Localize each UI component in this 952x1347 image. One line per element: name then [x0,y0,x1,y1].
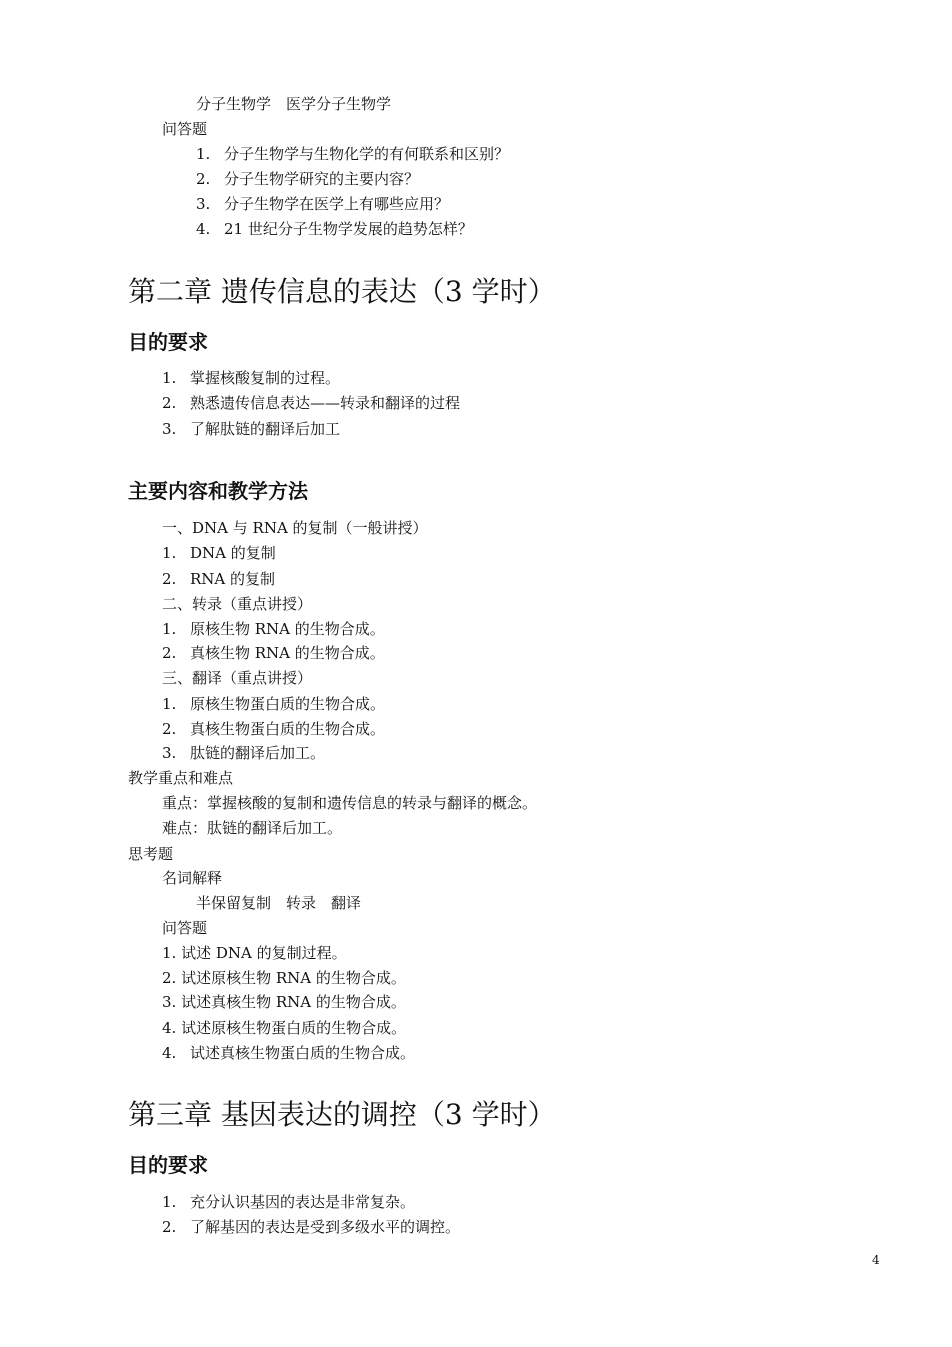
list-item [162,743,325,763]
list-item [162,419,340,439]
item-text: DNA 的复制 [190,544,276,562]
item-number: 2. [162,720,177,738]
list-item [162,569,275,589]
item-text: 真核生物蛋白质的生物合成。 [190,720,386,738]
ch2-content-heading: 主要内容和教学方法 [128,479,308,503]
item-number: 2. [162,394,177,412]
section-heading: 一、DNA 与 RNA 的复制（一般讲授） [162,519,428,537]
terms-label: 名词解释 [162,869,223,887]
list-item [196,219,473,239]
list-item [196,144,509,164]
list-item [162,643,385,663]
item-text: 真核生物 RNA 的生物合成。 [190,644,385,662]
list-item: 1. 试述 DNA 的复制过程。 [162,944,347,962]
terms-line: 半保留复制 转录 翻译 [196,894,362,912]
item-number: 1. [162,544,177,562]
list-item [162,1043,415,1063]
item-text: 分子生物学与生物化学的有何联系和区别？ [224,145,510,163]
item-text: 原核生物 RNA 的生物合成。 [190,620,385,638]
terms-line: 分子生物学 医学分子生物学 [196,95,392,113]
chapter-2-title: 第二章 遗传信息的表达（3 学时） [128,275,556,308]
item-number: 2. [162,1218,177,1236]
key-points-heading: 教学重点和难点 [128,769,234,787]
item-number: 2. [162,644,177,662]
ch3-goals-heading: 目的要求 [128,1153,208,1177]
ch2-goals-heading: 目的要求 [128,330,208,354]
list-item [196,194,449,214]
list-item [196,169,419,189]
item-text: 肽链的翻译后加工。 [190,744,326,762]
questions-heading: 思考题 [128,845,174,863]
item-text: 充分认识基因的表达是非常复杂。 [190,1193,416,1211]
item-number: 4. [162,1044,177,1062]
item-text: 了解基因的表达是受到多级水平的调控。 [190,1218,461,1236]
item-text: 分子生物学在医学上有哪些应用？ [224,195,450,213]
item-number: 1. [162,695,177,713]
section-heading: 三、翻译（重点讲授） [162,669,313,687]
item-number: 1. [162,620,177,638]
page-number: 4 [872,1253,880,1267]
item-text: 原核生物蛋白质的生物合成。 [190,695,386,713]
list-item [162,719,385,739]
list-item [162,393,460,413]
list-item: 4. 试述原核生物蛋白质的生物合成。 [162,1019,407,1037]
item-text: RNA 的复制 [190,570,276,588]
list-item [162,368,340,388]
qa-label: 问答题 [162,120,208,138]
list-item [162,694,385,714]
qa-label: 问答题 [162,919,208,937]
item-number: 2. [162,570,177,588]
list-item [162,1192,415,1212]
chapter-3-title: 第三章 基因表达的调控（3 学时） [128,1098,556,1131]
item-text: 21 世纪分子生物学发展的趋势怎样？ [224,220,473,238]
list-item [162,619,385,639]
item-number: 3. [162,744,177,762]
item-text: 了解肽链的翻译后加工 [190,420,341,438]
section-heading: 二、转录（重点讲授） [162,595,313,613]
difficulty-point: 难点：肽链的翻译后加工。 [162,819,343,837]
item-number: 1. [162,1193,177,1211]
item-text: 分子生物学研究的主要内容？ [224,170,420,188]
item-number: 1. [196,145,211,163]
item-number: 3. [196,195,211,213]
list-item [162,1217,460,1237]
list-item: 2. 试述原核生物 RNA 的生物合成。 [162,969,406,987]
item-number: 4. [196,220,211,238]
list-item [162,543,276,563]
item-number: 1. [162,369,177,387]
item-text: 试述真核生物蛋白质的生物合成。 [190,1044,416,1062]
item-number: 3. [162,420,177,438]
list-item: 3. 试述真核生物 RNA 的生物合成。 [162,993,406,1011]
item-text: 熟悉遗传信息表达——转录和翻译的过程 [190,394,461,412]
key-point: 重点：掌握核酸的复制和遗传信息的转录与翻译的概念。 [162,794,538,812]
item-number: 2. [196,170,211,188]
item-text: 掌握核酸复制的过程。 [190,369,341,387]
